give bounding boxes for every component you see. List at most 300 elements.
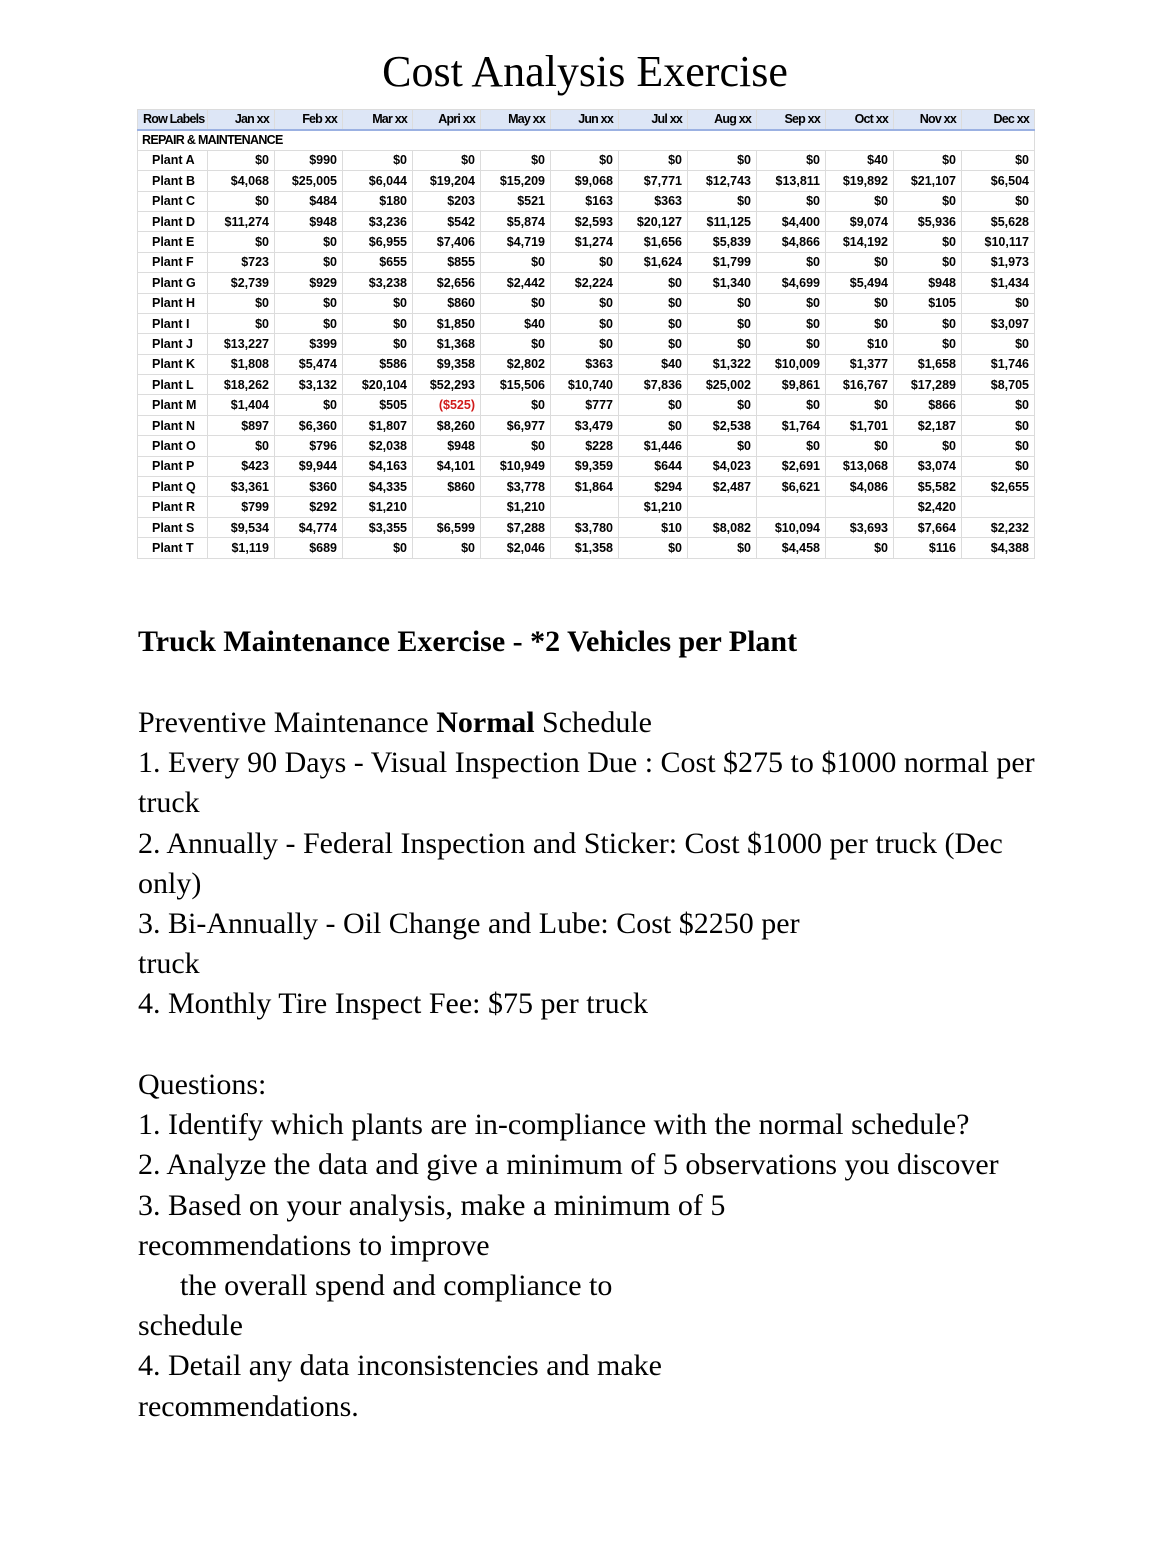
- table-cell: $1,446: [619, 436, 688, 456]
- table-cell: $0: [757, 334, 826, 354]
- table-cell: $4,866: [757, 232, 826, 252]
- table-cell: $10,009: [757, 354, 826, 374]
- table-cell: $3,778: [481, 477, 551, 497]
- row-label: Plant C: [138, 191, 208, 211]
- table-cell: $0: [688, 293, 757, 313]
- table-cell: $0: [343, 293, 413, 313]
- table-cell: $2,046: [481, 538, 551, 558]
- table-cell: $10,949: [481, 456, 551, 476]
- table-cell: $5,628: [962, 211, 1035, 231]
- table-cell: $0: [962, 456, 1035, 476]
- table-cell: $6,044: [343, 171, 413, 191]
- table-cell: $25,002: [688, 375, 757, 395]
- header-month: Nov xx: [894, 110, 962, 130]
- table-cell: $0: [619, 273, 688, 293]
- table-cell: $3,238: [343, 273, 413, 293]
- table-cell: $0: [688, 150, 757, 170]
- table-cell: $363: [551, 354, 619, 374]
- table-cell: $52,293: [413, 375, 481, 395]
- table-header: [138, 110, 1035, 130]
- table-cell: $0: [757, 252, 826, 272]
- table-cell: [551, 497, 619, 517]
- table-cell: $521: [481, 191, 551, 211]
- section-label: REPAIR & MAINTENANCE: [138, 130, 1035, 150]
- table-cell: [413, 497, 481, 517]
- row-label: Plant G: [138, 273, 208, 293]
- table-cell: $13,227: [208, 334, 275, 354]
- table-cell: $7,406: [413, 232, 481, 252]
- table-cell: $1,746: [962, 354, 1035, 374]
- table-cell: $0: [688, 191, 757, 211]
- row-label: Plant E: [138, 232, 208, 252]
- table-cell: $8,705: [962, 375, 1035, 395]
- table-cell: $0: [481, 252, 551, 272]
- table-cell: $0: [962, 334, 1035, 354]
- table-cell: $777: [551, 395, 619, 415]
- table-cell: $2,739: [208, 273, 275, 293]
- table-cell: $18,262: [208, 375, 275, 395]
- table-cell: $7,771: [619, 171, 688, 191]
- table-cell: $860: [413, 293, 481, 313]
- schedule-item: truck: [138, 947, 200, 981]
- table-cell: $1,799: [688, 252, 757, 272]
- table-row: [138, 538, 1035, 558]
- table-cell: $10,740: [551, 375, 619, 395]
- table-cell: $180: [343, 191, 413, 211]
- table-cell: $0: [757, 313, 826, 333]
- table-cell: $0: [551, 252, 619, 272]
- table-cell: $0: [688, 313, 757, 333]
- row-label: Plant D: [138, 211, 208, 231]
- table-cell: $116: [894, 538, 962, 558]
- table-cell: $0: [688, 334, 757, 354]
- table-cell: $25,005: [275, 171, 343, 191]
- table-cell: $2,487: [688, 477, 757, 497]
- table-cell: [962, 497, 1035, 517]
- table-cell: $0: [757, 191, 826, 211]
- row-label: Plant P: [138, 456, 208, 476]
- table-row: [138, 354, 1035, 374]
- table-cell: $0: [619, 415, 688, 435]
- table-cell: $3,074: [894, 456, 962, 476]
- table-cell: $10,117: [962, 232, 1035, 252]
- page-title: Cost Analysis Exercise: [382, 47, 788, 97]
- table-cell: [757, 497, 826, 517]
- table-cell: $6,504: [962, 171, 1035, 191]
- table-cell: $929: [275, 273, 343, 293]
- table-cell: $0: [208, 150, 275, 170]
- header-month: Jan xx: [208, 110, 275, 130]
- table-cell: $0: [962, 395, 1035, 415]
- table-cell: $0: [962, 191, 1035, 211]
- row-label: Plant R: [138, 497, 208, 517]
- schedule-title: [138, 703, 1038, 743]
- header-month: Aug xx: [688, 110, 757, 130]
- table-cell: $2,802: [481, 354, 551, 374]
- table-cell: $3,361: [208, 477, 275, 497]
- table-cell: $0: [481, 334, 551, 354]
- table-cell: $13,811: [757, 171, 826, 191]
- table-cell: $5,582: [894, 477, 962, 497]
- table-cell: $0: [619, 150, 688, 170]
- table-cell: $105: [894, 293, 962, 313]
- table-cell: $7,836: [619, 375, 688, 395]
- table-cell: $948: [413, 436, 481, 456]
- table-row: [138, 375, 1035, 395]
- table-row: [138, 415, 1035, 435]
- table-cell: $0: [688, 538, 757, 558]
- table-cell: $897: [208, 415, 275, 435]
- table-cell: $796: [275, 436, 343, 456]
- table-row: [138, 252, 1035, 272]
- questions-title: Questions:: [138, 1068, 267, 1101]
- table-cell: $294: [619, 477, 688, 497]
- table-cell: $7,664: [894, 517, 962, 537]
- table-cell: $2,224: [551, 273, 619, 293]
- table-cell: $2,038: [343, 436, 413, 456]
- table-cell: $4,458: [757, 538, 826, 558]
- table-cell: $0: [481, 395, 551, 415]
- table-cell: $40: [826, 150, 894, 170]
- table-cell: $5,936: [894, 211, 962, 231]
- table-cell: $0: [894, 313, 962, 333]
- table-cell: $1,377: [826, 354, 894, 374]
- table-cell: $360: [275, 477, 343, 497]
- table-cell: $0: [757, 150, 826, 170]
- table-row: [138, 436, 1035, 456]
- table-cell: $9,358: [413, 354, 481, 374]
- table-cell: $10: [619, 517, 688, 537]
- table-cell: [826, 497, 894, 517]
- table-row: [138, 313, 1035, 333]
- table-cell: $21,107: [894, 171, 962, 191]
- table-cell: $4,086: [826, 477, 894, 497]
- table-cell: $9,944: [275, 456, 343, 476]
- table-cell: $4,163: [343, 456, 413, 476]
- question-item: 4. Detail any data inconsistencies and make: [138, 1349, 662, 1383]
- table-cell: $0: [826, 252, 894, 272]
- table-cell: $1,368: [413, 334, 481, 354]
- table-cell: $6,360: [275, 415, 343, 435]
- table-cell: $0: [962, 150, 1035, 170]
- table-cell: $363: [619, 191, 688, 211]
- header-month: May xx: [481, 110, 551, 130]
- row-label: Plant K: [138, 354, 208, 374]
- table-cell: $4,335: [343, 477, 413, 497]
- table-cell: $0: [619, 293, 688, 313]
- row-label: Plant T: [138, 538, 208, 558]
- row-label: Plant B: [138, 171, 208, 191]
- questions-section: [138, 1065, 1038, 1427]
- table-cell: $15,209: [481, 171, 551, 191]
- table-cell: $1,210: [619, 497, 688, 517]
- table-cell: $13,068: [826, 456, 894, 476]
- table-cell: $1,274: [551, 232, 619, 252]
- table-cell: $9,359: [551, 456, 619, 476]
- table-cell: $228: [551, 436, 619, 456]
- table-cell: $1,210: [481, 497, 551, 517]
- table-cell: $3,097: [962, 313, 1035, 333]
- table-cell: $2,538: [688, 415, 757, 435]
- table-row: [138, 191, 1035, 211]
- table-cell: $505: [343, 395, 413, 415]
- question-item: the overall spend and compliance to: [180, 1269, 613, 1303]
- table-cell: $16,767: [826, 375, 894, 395]
- schedule-item: 2. Annually - Federal Inspection and Sticker: Cost $1000 per truck (Dec only): [138, 826, 1003, 900]
- table-row: [138, 395, 1035, 415]
- row-label: Plant I: [138, 313, 208, 333]
- table-cell: $0: [208, 232, 275, 252]
- table-cell: $3,693: [826, 517, 894, 537]
- table-cell: $4,023: [688, 456, 757, 476]
- table-cell: $1,340: [688, 273, 757, 293]
- table-cell: $399: [275, 334, 343, 354]
- table-cell: $0: [688, 436, 757, 456]
- schedule-item: 3. Bi-Annually - Oil Change and Lube: Cost $2250 per: [138, 907, 800, 941]
- table-cell: $0: [962, 293, 1035, 313]
- table-cell: $0: [208, 436, 275, 456]
- table-row: [138, 334, 1035, 354]
- header-month: Jun xx: [551, 110, 619, 130]
- row-label: Plant L: [138, 375, 208, 395]
- row-label: Plant F: [138, 252, 208, 272]
- header-row-labels: Row Labels: [138, 110, 208, 130]
- table-cell: $542: [413, 211, 481, 231]
- table-cell: $0: [894, 232, 962, 252]
- table-cell: $0: [481, 436, 551, 456]
- table-row: [138, 171, 1035, 191]
- table-cell: $19,204: [413, 171, 481, 191]
- question-item: schedule: [138, 1309, 243, 1343]
- row-label: Plant S: [138, 517, 208, 537]
- table-cell: $0: [413, 538, 481, 558]
- row-label: Plant H: [138, 293, 208, 313]
- row-label: Plant A: [138, 150, 208, 170]
- table-cell: $0: [343, 313, 413, 333]
- table-cell: $0: [688, 395, 757, 415]
- schedule-item: 4. Monthly Tire Inspect Fee: $75 per truck: [138, 987, 648, 1021]
- table-cell: $0: [619, 334, 688, 354]
- table-cell: $4,388: [962, 538, 1035, 558]
- schedule-title-bold: Normal: [436, 706, 535, 739]
- table-cell: $0: [619, 538, 688, 558]
- question-item: recommendations.: [138, 1389, 359, 1423]
- maintenance-schedule: [138, 703, 1038, 1025]
- table-cell: $203: [413, 191, 481, 211]
- table-cell: $8,082: [688, 517, 757, 537]
- table-cell: $6,621: [757, 477, 826, 497]
- table-cell: [688, 497, 757, 517]
- schedule-item: 1. Every 90 Days - Visual Inspection Due : Cost $275 to $1000 normal per truck: [138, 746, 1035, 820]
- table-cell: $17,289: [894, 375, 962, 395]
- table-cell: $0: [826, 313, 894, 333]
- table-cell: $0: [894, 334, 962, 354]
- header-month: Apri xx: [413, 110, 481, 130]
- table-cell: $990: [275, 150, 343, 170]
- question-item: 3. Based on your analysis, make a minimum of 5: [138, 1188, 726, 1222]
- table-cell: $948: [275, 211, 343, 231]
- table-cell: $0: [826, 538, 894, 558]
- table-cell: $5,874: [481, 211, 551, 231]
- header-month: Feb xx: [275, 110, 343, 130]
- table-cell: $9,861: [757, 375, 826, 395]
- table-row: [138, 273, 1035, 293]
- table-cell: $860: [413, 477, 481, 497]
- table-cell: $0: [275, 293, 343, 313]
- table-cell: $0: [208, 293, 275, 313]
- table-cell: $14,192: [826, 232, 894, 252]
- table-cell: $2,655: [962, 477, 1035, 497]
- table-cell: $163: [551, 191, 619, 211]
- table-cell: $292: [275, 497, 343, 517]
- table-cell: $1,404: [208, 395, 275, 415]
- cost-table: [137, 109, 1035, 559]
- table-cell: $948: [894, 273, 962, 293]
- table-cell: $10: [826, 334, 894, 354]
- table-cell: $9,068: [551, 171, 619, 191]
- table-cell: $6,977: [481, 415, 551, 435]
- table-row: [138, 477, 1035, 497]
- table-cell: $689: [275, 538, 343, 558]
- header-month: Jul xx: [619, 110, 688, 130]
- table-cell: $12,743: [688, 171, 757, 191]
- table-cell: $0: [826, 395, 894, 415]
- table-cell: $7,288: [481, 517, 551, 537]
- table-cell: $5,474: [275, 354, 343, 374]
- table-cell: $1,434: [962, 273, 1035, 293]
- table-row: [138, 456, 1035, 476]
- table-cell: $0: [757, 293, 826, 313]
- table-cell: $0: [894, 191, 962, 211]
- table-cell: $1,807: [343, 415, 413, 435]
- table-cell: $0: [894, 436, 962, 456]
- schedule-title-suffix: Schedule: [534, 706, 652, 739]
- table-cell: $0: [551, 334, 619, 354]
- table-cell: $3,780: [551, 517, 619, 537]
- table-cell: $0: [551, 313, 619, 333]
- table-cell: $1,119: [208, 538, 275, 558]
- table-cell: $2,691: [757, 456, 826, 476]
- table-cell: $0: [619, 313, 688, 333]
- table-cell: $11,125: [688, 211, 757, 231]
- table-cell: $484: [275, 191, 343, 211]
- table-row: [138, 232, 1035, 252]
- table-cell: $1,850: [413, 313, 481, 333]
- table-cell: $0: [343, 150, 413, 170]
- table-cell: $3,132: [275, 375, 343, 395]
- table-cell: $0: [962, 415, 1035, 435]
- table-cell: $6,599: [413, 517, 481, 537]
- table-cell: $0: [894, 252, 962, 272]
- table-cell: $15,506: [481, 375, 551, 395]
- row-label: Plant O: [138, 436, 208, 456]
- table-cell: $10,094: [757, 517, 826, 537]
- table-cell: $5,839: [688, 232, 757, 252]
- table-cell: $0: [208, 191, 275, 211]
- table-cell: $799: [208, 497, 275, 517]
- table-cell: $866: [894, 395, 962, 415]
- table-cell: $0: [481, 150, 551, 170]
- table-cell: $11,274: [208, 211, 275, 231]
- table-cell: $9,534: [208, 517, 275, 537]
- question-item: 2. Analyze the data and give a minimum of 5 observations you discover: [138, 1148, 999, 1182]
- table-cell: $40: [619, 354, 688, 374]
- table-cell: $2,232: [962, 517, 1035, 537]
- table-cell: $0: [826, 293, 894, 313]
- table-cell: $4,774: [275, 517, 343, 537]
- section-row: [138, 130, 1035, 150]
- schedule-title-prefix: Preventive Maintenance: [138, 706, 437, 739]
- table-cell: $0: [962, 436, 1035, 456]
- header-month: Dec xx: [962, 110, 1035, 130]
- exercise-subheading: Truck Maintenance Exercise - *2 Vehicles per Plant: [138, 625, 798, 658]
- table-cell: $4,101: [413, 456, 481, 476]
- table-cell: $0: [343, 334, 413, 354]
- table-cell: $0: [551, 293, 619, 313]
- table-cell: $0: [413, 150, 481, 170]
- table-cell: $20,127: [619, 211, 688, 231]
- table-cell: $3,479: [551, 415, 619, 435]
- table-cell: $423: [208, 456, 275, 476]
- table-cell: $2,187: [894, 415, 962, 435]
- table-cell: $8,260: [413, 415, 481, 435]
- table-cell: $644: [619, 456, 688, 476]
- table-cell: $4,719: [481, 232, 551, 252]
- table-cell: $3,355: [343, 517, 413, 537]
- table-cell: $1,656: [619, 232, 688, 252]
- table-cell: $4,400: [757, 211, 826, 231]
- row-label: Plant N: [138, 415, 208, 435]
- table-cell: $19,892: [826, 171, 894, 191]
- table-cell: $6,955: [343, 232, 413, 252]
- table-cell: ($525): [413, 395, 481, 415]
- row-label: Plant Q: [138, 477, 208, 497]
- table-cell: $1,322: [688, 354, 757, 374]
- table-row: [138, 497, 1035, 517]
- table-cell: $3,236: [343, 211, 413, 231]
- table-cell: $655: [343, 252, 413, 272]
- table-cell: $1,624: [619, 252, 688, 272]
- table-cell: $586: [343, 354, 413, 374]
- table-cell: $1,764: [757, 415, 826, 435]
- table-cell: $0: [757, 395, 826, 415]
- table-cell: $2,442: [481, 273, 551, 293]
- table-row: [138, 517, 1035, 537]
- table-row: [138, 150, 1035, 170]
- table-cell: $0: [343, 538, 413, 558]
- table-cell: $0: [551, 150, 619, 170]
- table-cell: $0: [275, 252, 343, 272]
- table-cell: $0: [275, 395, 343, 415]
- table-cell: $1,701: [826, 415, 894, 435]
- table-cell: $5,494: [826, 273, 894, 293]
- question-item: 1. Identify which plants are in-compliance with the normal schedule?: [138, 1108, 970, 1142]
- table-cell: $0: [275, 232, 343, 252]
- table-cell: $1,808: [208, 354, 275, 374]
- table-cell: $0: [275, 313, 343, 333]
- question-item: recommendations to improve: [138, 1228, 490, 1262]
- table-cell: $0: [757, 436, 826, 456]
- table-cell: $0: [208, 313, 275, 333]
- table-cell: $1,864: [551, 477, 619, 497]
- table-cell: $1,358: [551, 538, 619, 558]
- table-cell: $0: [826, 191, 894, 211]
- table-cell: $40: [481, 313, 551, 333]
- table-cell: $0: [826, 436, 894, 456]
- header-month: Sep xx: [757, 110, 826, 130]
- table-cell: $9,074: [826, 211, 894, 231]
- table-cell: $723: [208, 252, 275, 272]
